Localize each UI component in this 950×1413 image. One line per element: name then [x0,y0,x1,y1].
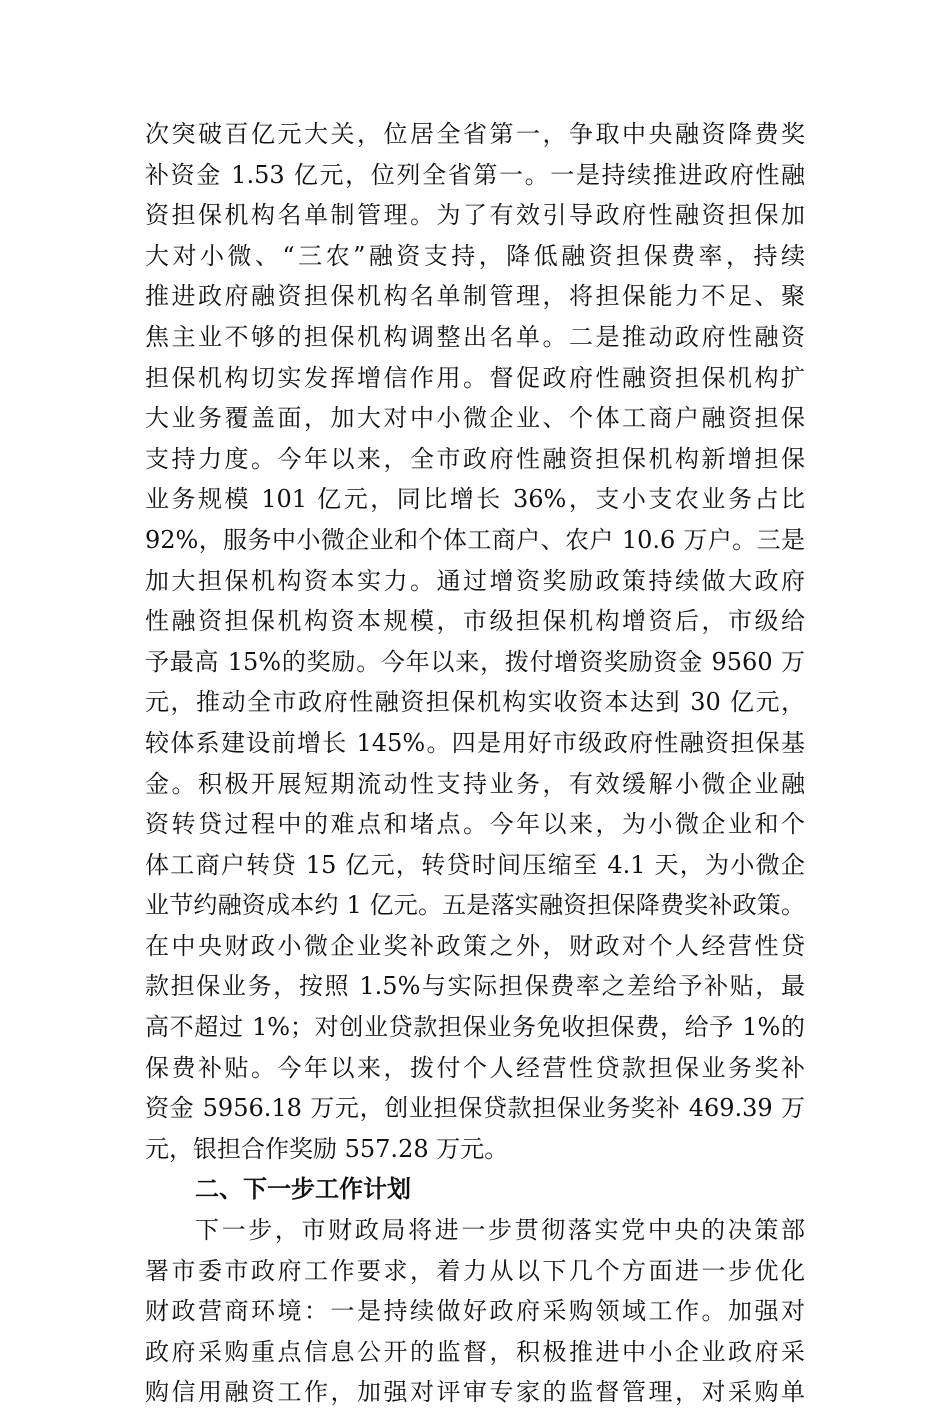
text-line: 高不超过 1%；对创业贷款担保业务免收担保费，给予 1%的 [145,1013,805,1042]
text-line: 次突破百亿元大关，位居全省第一，争取中央融资降费奖 [145,120,805,148]
text-line: 推进政府融资担保机构名单制管理，将担保能力不足、聚 [145,282,805,311]
text-line: 较体系建设前增长 145%。四是用好市级政府性融资担保基 [145,728,805,757]
text-line: 体工商户转贷 15 亿元，转贷时间压缩至 4.1 天，为小微企 [145,850,805,879]
text-line: 资转贷过程中的难点和堵点。今年以来，为小微企业和个 [145,810,805,839]
text-line: 在中央财政小微企业奖补政策之外，财政对个人经营性贷 [145,931,805,960]
text-line: 支持力度。今年以来，全市政府性融资担保机构新增担保 [145,444,805,473]
text-line: 款担保业务，按照 1.5%与实际担保费率之差给予补贴，最 [145,972,805,1001]
section-heading: 二、下一步工作计划 [195,1175,411,1204]
text-line: 财政营商环境：一是持续做好政府采购领域工作。加强对 [145,1297,805,1326]
text-line: 业节约融资成本约 1 亿元。五是落实融资担保降费奖补政策。 [145,891,805,920]
text-line: 大对小微、“三农”融资支持，降低融资担保费率，持续 [145,241,805,270]
text-line: 焦主业不够的担保机构调整出名单。二是推动政府性融资 [145,322,805,351]
text-line: 大业务覆盖面，加大对中小微企业、个体工商户融资担保 [145,404,805,433]
text-line: 加大担保机构资本实力。通过增资奖励政策持续做大政府 [145,566,805,595]
text-line: 金。积极开展短期流动性支持业务，有效缓解小微企业融 [145,769,805,798]
paragraph-1 [145,114,805,1169]
text-line: 保费补贴。今年以来，拨付个人经营性贷款担保业务奖补 [145,1053,805,1082]
text-line: 购信用融资工作，加强对评审专家的监督管理，对采购单 [145,1378,805,1407]
text-line: 业务规模 101 亿元，同比增长 36%，支小支农业务占比 [145,485,805,514]
text-line: 资担保机构名单制管理。为了有效引导政府性融资担保加 [145,201,805,230]
document-body [145,114,805,1413]
text-line: 性融资担保机构资本规模，市级担保机构增资后，市级给 [145,607,805,636]
text-line: 政府采购重点信息公开的监督，积极推进中小企业政府采 [145,1337,805,1366]
text-line: 元，银担合作奖励 557.28 万元。 [145,1134,509,1163]
paragraph-2 [145,1210,805,1413]
text-line: 元，推动全市政府性融资担保机构实收资本达到 30 亿元， [145,688,805,717]
text-line: 署市委市政府工作要求，着力从以下几个方面进一步优化 [145,1256,805,1285]
text-line: 92%，服务中小微企业和个体工商户、农户 10.6 万户。三是 [145,525,805,554]
text-line: 补资金 1.53 亿元，位列全省第一。一是持续推进政府性融 [145,160,805,189]
text-line: 担保机构切实发挥增信作用。督促政府性融资担保机构扩 [145,363,805,392]
text-line: 资金 5956.18 万元，创业担保贷款担保业务奖补 469.39 万 [145,1094,805,1123]
text-line: 下一步，市财政局将进一步贯彻落实党中央的决策部 [195,1216,805,1245]
text-line: 予最高 15%的奖励。今年以来，拨付增资奖励资金 9560 万 [145,647,805,676]
